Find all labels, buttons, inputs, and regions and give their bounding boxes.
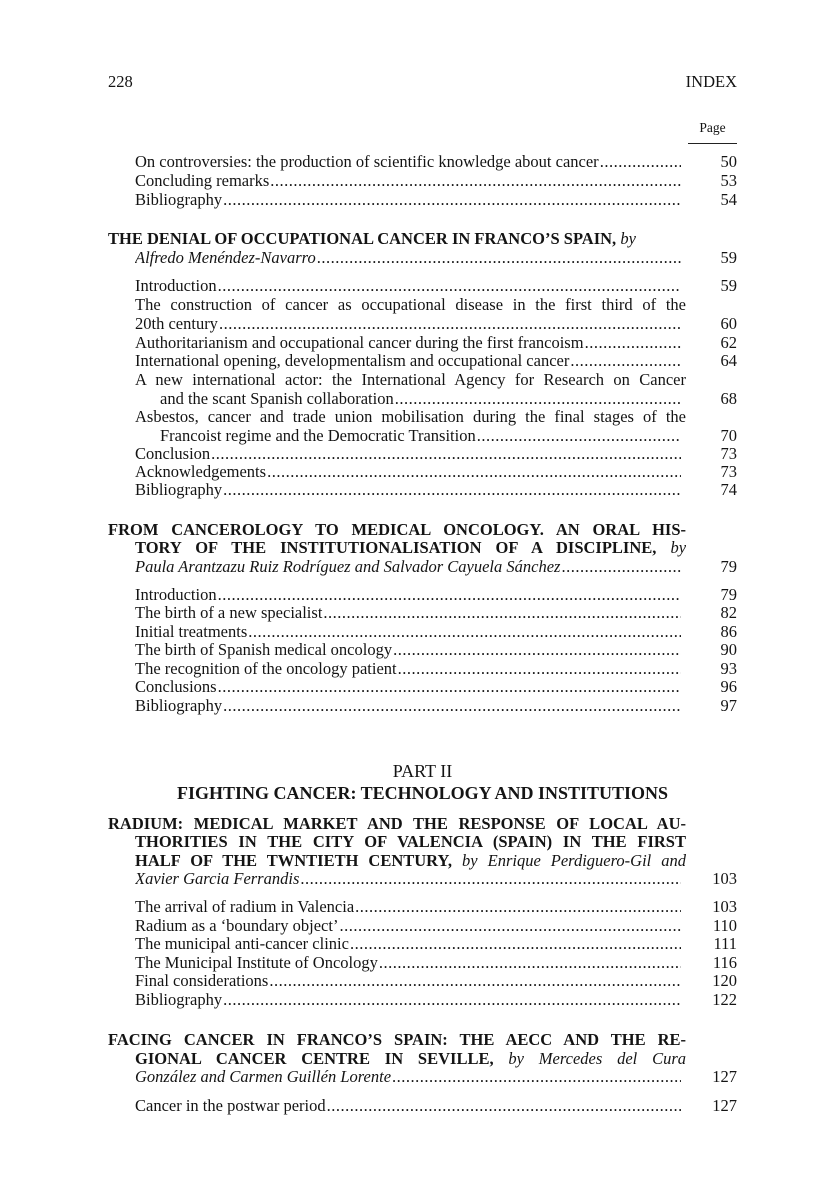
dot-leader	[218, 585, 681, 604]
toc-entry-title: Introduction	[135, 276, 217, 295]
toc-entry-title: Acknowledgements	[135, 462, 267, 481]
toc-entry-title: International opening, developmentalism and occupational cancer	[135, 351, 570, 370]
toc-entry[interactable]	[135, 916, 681, 935]
toc-entry-title: The Municipal Institute of Oncology	[135, 953, 378, 972]
chapter-title-text: THORITIES IN THE CITY OF VALENCIA (SPAIN) IN THE FIRST	[135, 832, 686, 851]
by-label: by	[620, 229, 636, 248]
dot-leader	[269, 971, 681, 990]
toc-entry[interactable]	[135, 990, 681, 1009]
toc-entry[interactable]	[135, 971, 681, 990]
toc-entry-page: 54	[720, 190, 737, 209]
dot-leader	[392, 1067, 681, 1086]
toc-entry-title: Bibliography	[135, 480, 223, 499]
toc-entry-page: 110	[712, 916, 737, 935]
dot-leader	[317, 248, 681, 267]
toc-entry[interactable]	[135, 314, 681, 333]
toc-entry-title: The birth of a new specialist	[135, 603, 323, 622]
toc-entry-title: Introduction	[135, 585, 217, 604]
dot-leader	[218, 677, 681, 696]
toc-entry-page: 68	[720, 389, 737, 408]
chapter-title-text: HALF OF THE TWNTIETH CENTURY,	[135, 851, 453, 870]
toc-entry-page: 111	[713, 934, 737, 953]
chapter-title-text: RADIUM: MEDICAL MARKET AND THE RESPONSE OF LOCAL AU-	[108, 814, 686, 833]
toc-entry-page: 127	[712, 1096, 737, 1115]
toc-entry[interactable]	[135, 190, 681, 209]
page-column-header: Page	[688, 120, 737, 144]
toc-entry-title: Bibliography	[135, 990, 223, 1009]
toc-entry-title: The birth of Spanish medical oncology	[135, 640, 393, 659]
dot-leader	[323, 603, 681, 622]
toc-entry-page: 122	[712, 990, 737, 1009]
toc-entry-page: 96	[720, 677, 737, 696]
toc-entry-title: Cancer in the postwar period	[135, 1096, 326, 1115]
toc-entry[interactable]	[135, 333, 681, 352]
toc-entry-page: 59	[720, 276, 737, 295]
dot-leader	[379, 953, 681, 972]
toc-entry-page: 86	[720, 622, 737, 641]
toc-entry-title: On controversies: the production of scientific knowledge about cancer	[135, 152, 599, 171]
toc-entry[interactable]	[135, 696, 681, 715]
toc-entry-title: The arrival of radium in Valencia	[135, 897, 355, 916]
chapter-title-text: GIONAL CANCER CENTRE IN SEVILLE,	[135, 1049, 494, 1068]
chapter-page: 127	[712, 1067, 737, 1086]
toc-entry-title: The recognition of the oncology patient	[135, 659, 397, 678]
chapter-title[interactable]	[108, 229, 708, 248]
dot-leader	[223, 480, 681, 499]
chapter-title-text: FROM CANCEROLOGY TO MEDICAL ONCOLOGY. AN ORAL HIS-	[108, 520, 686, 539]
dot-leader	[350, 934, 681, 953]
toc-entry[interactable]	[135, 462, 681, 481]
dot-leader	[393, 640, 681, 659]
chapter-title-text: TORY OF THE INSTITUTIONALISATION OF A DISCIPLINE,	[135, 538, 657, 557]
toc-entry-title: Bibliography	[135, 696, 223, 715]
toc-entry-line1[interactable]: Asbestos, cancer and trade union mobilisation during the final stages of the	[135, 407, 686, 426]
dot-leader	[398, 659, 681, 678]
dot-leader	[218, 276, 681, 295]
author-name: González and Carmen Guillén Lorente	[135, 1067, 392, 1086]
chapter-page: 59	[720, 248, 737, 267]
toc-entry-title: Initial treatments	[135, 622, 248, 641]
chapter-title-cont[interactable]	[135, 832, 686, 851]
toc-entry[interactable]	[135, 953, 681, 972]
toc-entry[interactable]	[135, 444, 681, 463]
dot-leader	[211, 444, 681, 463]
toc-entry-page: 50	[720, 152, 737, 171]
dot-leader	[327, 1096, 681, 1115]
toc-entry-page: 62	[720, 333, 737, 352]
toc-entry[interactable]	[135, 585, 681, 604]
dot-leader	[355, 897, 681, 916]
toc-entry[interactable]	[135, 276, 681, 295]
toc-entry-page: 73	[720, 444, 737, 463]
toc-entry[interactable]	[135, 152, 681, 171]
toc-entry-page: 120	[712, 971, 737, 990]
chapter-title-cont[interactable]	[135, 851, 686, 870]
running-head	[108, 72, 737, 94]
toc-entry-page: 82	[720, 603, 737, 622]
toc-entry[interactable]	[135, 897, 681, 916]
part-title: FIGHTING CANCER: TECHNOLOGY AND INSTITUTIONS	[176, 783, 669, 803]
toc-entry[interactable]	[160, 426, 681, 445]
toc-entry-title: and the scant Spanish collaboration	[160, 389, 394, 408]
toc-entry[interactable]	[160, 389, 681, 408]
toc-entry-title: Francoist regime and the Democratic Transition	[160, 426, 476, 445]
toc-entry-page: 97	[720, 696, 737, 715]
toc-entry[interactable]	[135, 934, 681, 953]
dot-leader	[267, 462, 681, 481]
toc-entry-title: 20th century	[135, 314, 218, 333]
dot-leader	[223, 990, 681, 1009]
dot-leader	[585, 333, 681, 352]
dot-leader	[570, 351, 681, 370]
chapter-title-text: FACING CANCER IN FRANCO’S SPAIN: THE AECC AND THE RE-	[108, 1030, 686, 1049]
toc-entry[interactable]	[135, 171, 681, 190]
toc-entry[interactable]	[135, 351, 681, 370]
chapter-title[interactable]	[108, 814, 686, 833]
dot-leader	[395, 389, 681, 408]
toc-entry-page: 93	[720, 659, 737, 678]
toc-entry-title: Bibliography	[135, 190, 223, 209]
toc-entry-page: 60	[720, 314, 737, 333]
toc-entry[interactable]	[135, 1096, 681, 1115]
toc-entry-page: 103	[712, 897, 737, 916]
dot-leader	[600, 152, 681, 171]
running-title: INDEX	[685, 72, 737, 91]
dot-leader	[561, 557, 681, 576]
dot-leader	[270, 171, 681, 190]
toc-entry[interactable]	[135, 677, 681, 696]
toc-entry[interactable]	[135, 640, 681, 659]
toc-entry[interactable]	[135, 603, 681, 622]
chapter-author	[135, 1067, 681, 1086]
author-name: by Mercedes del Cura	[508, 1049, 686, 1068]
toc-entry-title: Conclusion	[135, 444, 211, 463]
part-label: PART II	[392, 761, 453, 781]
author-name: Xavier Garcia Ferrandis	[135, 869, 300, 888]
toc-entry-line1[interactable]: The construction of cancer as occupational disease in the first third of the	[135, 295, 686, 314]
toc-entry[interactable]	[135, 659, 681, 678]
toc-entry-title: Concluding remarks	[135, 171, 270, 190]
dot-leader	[339, 916, 681, 935]
chapter-author	[135, 869, 681, 888]
toc-entry[interactable]	[135, 480, 681, 499]
author-name: Alfredo Menéndez-Navarro	[135, 248, 316, 267]
dot-leader	[219, 314, 681, 333]
toc-entry-page: 79	[720, 585, 737, 604]
toc-entry-page: 116	[712, 953, 737, 972]
page-number: 228	[108, 72, 133, 91]
dot-leader	[477, 426, 681, 445]
author-name: Paula Arantzazu Ruiz Rodríguez and Salvador Cayuela Sánchez	[135, 557, 561, 576]
dot-leader	[300, 869, 681, 888]
chapter-title[interactable]	[108, 520, 686, 539]
chapter-title-text: THE DENIAL OF OCCUPATIONAL CANCER IN FRANCO’S SPAIN,	[108, 229, 617, 248]
toc-entry-page: 70	[720, 426, 737, 445]
toc-entry-page: 73	[720, 462, 737, 481]
toc-entry-title: Authoritarianism and occupational cancer during the first francoism	[135, 333, 584, 352]
chapter-page: 79	[720, 557, 737, 576]
toc-entry-page: 64	[720, 351, 737, 370]
chapter-title-cont[interactable]	[135, 1049, 686, 1068]
toc-entry-title: Final considerations	[135, 971, 269, 990]
toc-entry-line1[interactable]: A new international actor: the International Agency for Research on Cancer	[135, 370, 686, 389]
dot-leader	[223, 696, 681, 715]
by-label: by	[670, 538, 686, 557]
chapter-title[interactable]	[108, 1030, 686, 1049]
toc-entry[interactable]	[135, 622, 681, 641]
toc-entry-page: 74	[720, 480, 737, 499]
toc-entry-page: 90	[720, 640, 737, 659]
toc-entry-title: Conclusions	[135, 677, 217, 696]
dot-leader	[223, 190, 681, 209]
author-name: by Enrique Perdiguero-Gil and	[462, 851, 686, 870]
chapter-author	[135, 557, 681, 576]
toc-entry-title: The municipal anti-cancer clinic	[135, 934, 349, 953]
chapter-author	[135, 248, 681, 267]
toc-entry-page: 53	[720, 171, 737, 190]
chapter-page: 103	[712, 869, 737, 888]
dot-leader	[248, 622, 681, 641]
chapter-title-cont[interactable]	[135, 538, 686, 557]
toc-entry-title: Radium as a ‘boundary object’	[135, 916, 339, 935]
